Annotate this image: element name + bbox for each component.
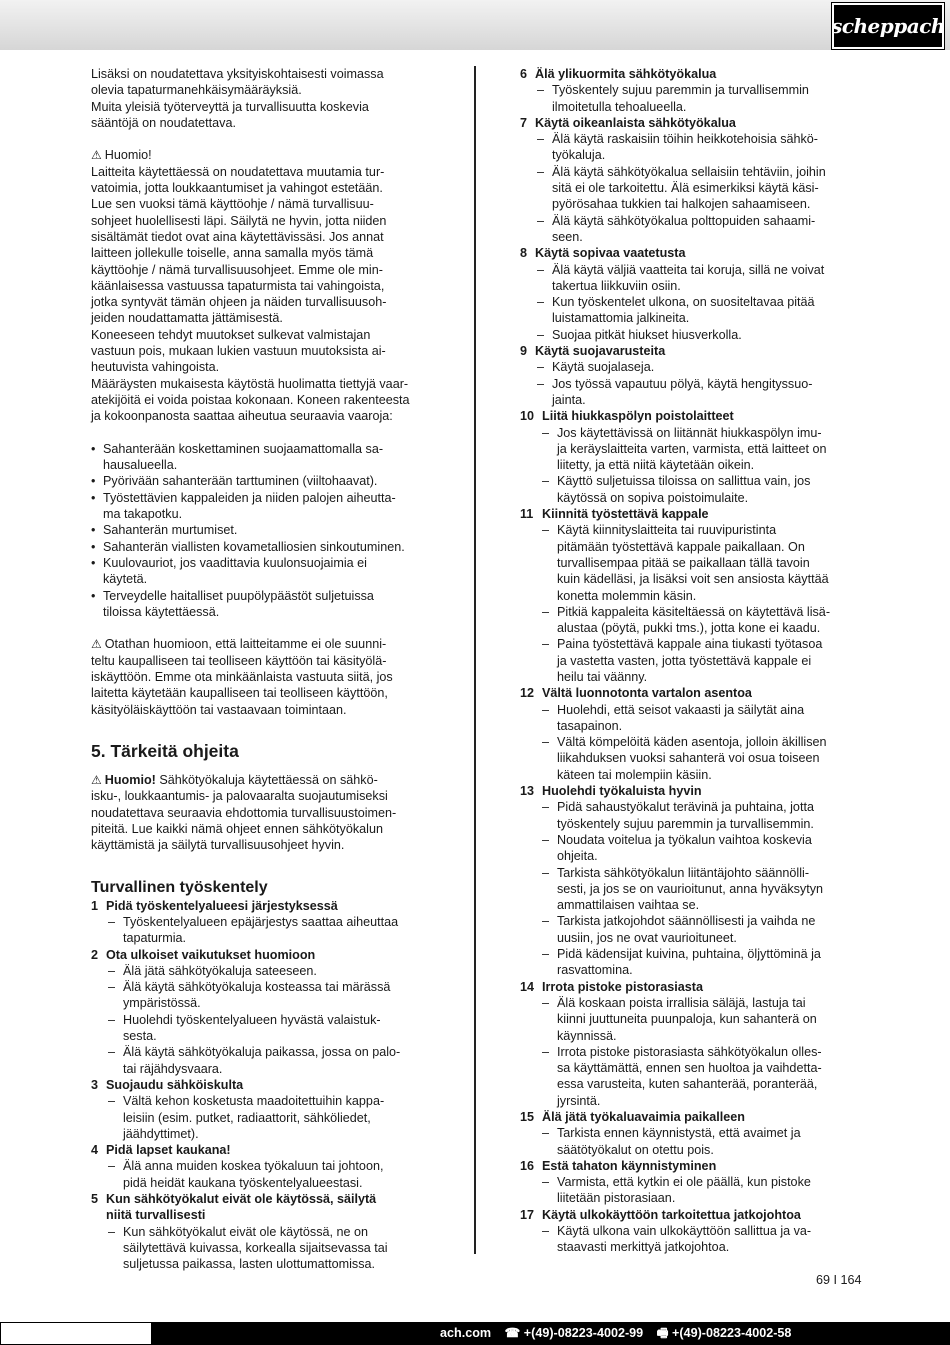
safety-item-title: [520, 1207, 865, 1223]
instruction-line: jäähdyttimet).: [123, 1126, 199, 1141]
instruction-line: – Kun sähkötyökalut eivät ole käytössä, ne on: [123, 1224, 369, 1239]
instruction-line: – Älä käytä sähkötyökaluja kosteassa tai märässä: [123, 980, 391, 995]
safety-instruction: [520, 164, 865, 213]
instruction-line: ja vastetta vasten, jotta työstettävä kappale ei: [557, 653, 812, 668]
safety-instruction: [520, 799, 865, 832]
hazard-line: käytetä.: [103, 572, 148, 587]
hazard-list: [91, 441, 431, 620]
safety-item-title-text: Älä jätä työkaluavaimia paikalleen: [542, 1110, 746, 1124]
safety-item-title-text: Käytä ulkokäyttöön tarkoitettua jatkojohtoa: [542, 1207, 801, 1222]
instruction-line: säilytettävä kuivassa, korkealla sijaitsevassa tai: [123, 1240, 388, 1255]
safety-item-title: [91, 947, 431, 963]
instruction-line: essa varusteita, kuten sahanterää, poranterää,: [557, 1077, 818, 1092]
note-line: jotka syntyvät tämän ohjeen ja näiden turvallisuusoh-: [91, 295, 387, 310]
safety-item-title-text: Kiinnitä työstettävä kappale: [542, 507, 709, 522]
instruction-line: liitetty, ja että niitä käytetään oikein.: [557, 458, 755, 473]
important-first-line: [91, 772, 431, 788]
notice-paragraph: [91, 636, 431, 717]
safety-instruction: [520, 522, 865, 603]
instruction-line: – Huolehdi työskentelyalueen hyvästä valaistuk-: [123, 1012, 381, 1027]
safety-instruction: [520, 913, 865, 946]
notice-line: iskäyttöön. Emme ota minkäänlaista vastuuta siitä, jos: [91, 669, 393, 684]
instruction-line: pyörösahaa tukkien tai halkojen sahaamiseen.: [552, 197, 811, 212]
safety-instruction: [520, 865, 865, 914]
safety-item-title: [91, 1207, 431, 1223]
instruction-line: leisiin (esim. putket, radiaattorit, sähköliedet,: [123, 1110, 371, 1125]
instruction-line: säätötyökalut on otettu pois.: [557, 1142, 714, 1157]
instruction-line: jainta.: [552, 392, 586, 407]
important-line: piteitä. Lue kaikki nämä ohjeet ennen sähkötyökalun: [91, 822, 383, 837]
safety-item: [91, 1142, 431, 1191]
instruction-line: – Huolehdi, että seisot vakaasti ja säilytät aina: [557, 702, 805, 717]
safety-item-number: 4: [91, 1143, 99, 1158]
instruction-line: – Työskentely sujuu paremmin ja turvallisemmin: [552, 83, 809, 98]
instruction-line: työskentely sujuu paremmin ja turvallisemmin.: [557, 816, 814, 831]
safety-item-title-text: Irrota pistoke pistorasiasta: [542, 979, 703, 994]
safety-instruction: [520, 1044, 865, 1109]
safety-item-title-text: Estä tahaton käynnistyminen: [542, 1158, 717, 1173]
notice-line: laitetta käytetään kaupalliseen tai teolliseen käyttöön,: [91, 686, 388, 701]
safety-item-title: [520, 506, 865, 522]
safety-instruction: [520, 946, 865, 979]
safety-item-title: [520, 979, 865, 995]
hazard-item: [91, 555, 431, 588]
intro-line: olevia tapaturmanehkäisymääräyksiä.: [91, 83, 302, 98]
instruction-line: konetta molemmin käsin.: [557, 588, 697, 603]
instruction-line: luistamattomia jalkineita.: [552, 311, 690, 326]
instruction-line: sesti, ja jos se on vaurioitunut, anna hyväksytyn: [557, 881, 824, 896]
instruction-line: rasvattomina.: [557, 963, 633, 978]
safety-instruction: [520, 1174, 865, 1207]
hazard-line: hausalueella.: [103, 458, 178, 473]
instruction-line: – Jos käytettävissä on liitännät hiukkaspölyn imu-: [557, 425, 822, 440]
hazard-item: [91, 539, 431, 555]
hazard-line: • Sahanterän murtumiset.: [103, 523, 238, 538]
instruction-line: – Älä käytä raskaisiin töihin heikkotehoisia sähkö-: [552, 132, 819, 147]
safety-instruction: [520, 327, 865, 343]
instruction-line: – Älä käytä sähkötyökaluja paikassa, jossa on palo-: [123, 1045, 401, 1060]
note-line: vastuun pois, mukaan lukien vastuun muutoksista ai-: [91, 344, 386, 359]
footer-blank-box: [0, 1322, 152, 1345]
hazard-line: tiloissa käytettäessä.: [103, 604, 220, 619]
instruction-line: turvallisempaa pitää se paikallaan tällä tavoin: [557, 555, 810, 570]
note-line: Lue sen vuoksi tämä käyttöohje / nämä turvallisuu-: [91, 197, 374, 212]
instruction-line: pitämään työstettävä kappale paikallaan. On: [557, 539, 805, 554]
safety-item-title: [91, 1191, 431, 1207]
safety-item-title: [520, 685, 865, 701]
safety-item-title: [520, 783, 865, 799]
safety-instruction: [520, 359, 865, 375]
instruction-line: staavasti merkittyä jatkojohtoa.: [557, 1240, 730, 1255]
safety-item-title-text: Huolehdi työkaluista hyvin: [542, 784, 702, 799]
instruction-line: – Älä käytä väljiä vaatteita tai koruja, sillä ne voivat: [552, 262, 825, 277]
safety-item-number: 17: [520, 1207, 535, 1222]
warning-icon: ⚠: [91, 773, 102, 788]
important-paragraph: [91, 772, 431, 853]
note-line: vatoimia, jotta loukkaantumiset ja vahingot estetään.: [91, 181, 383, 196]
important-line: Sähkötyökaluja käytettäessä on sähkö-: [155, 773, 378, 788]
intro-line: Muita yleisiä työterveyttä ja turvallisuutta koskevia: [91, 99, 369, 114]
safety-item-title-text: Suojaudu sähköiskulta: [106, 1077, 244, 1092]
instruction-line: uusiin, jos ne ovat vaurioituneet.: [557, 930, 737, 945]
safety-instruction: [520, 636, 865, 685]
safety-item: [520, 1158, 865, 1207]
instruction-line: – Älä käytä sähkötyökalua sellaisiin tehtäviin, joihin: [552, 164, 826, 179]
safety-item: [520, 506, 865, 685]
notice-line: teltu kaupalliseen tai teolliseen käyttöön tai käsityölä-: [91, 653, 387, 668]
instruction-line: – Kun työskentelet ulkona, on suositeltavaa pitää: [552, 295, 815, 310]
safety-item-number: [91, 1207, 106, 1223]
instruction-line: – Tarkista ennen käynnistystä, että avaimet ja: [557, 1126, 801, 1141]
safety-instruction: [91, 1224, 431, 1273]
safety-item: [520, 115, 865, 245]
instruction-line: sa käyttämättä, ennen sen huoltoa ja vaihdetta-: [557, 1061, 822, 1076]
hazard-line: • Työstettävien kappaleiden ja niiden palojen aiheutta-: [103, 490, 396, 505]
important-line: noudatettava seuraavia ehdottomia turvallisuustoimen-: [91, 805, 397, 820]
safety-instruction: [520, 294, 865, 327]
hazard-line: ma takapotku.: [103, 507, 183, 522]
left-column: [91, 66, 431, 1272]
warning-icon: ⚠: [91, 637, 102, 652]
safety-instruction: [520, 473, 865, 506]
safety-instruction: [520, 262, 865, 295]
safety-item: [91, 1191, 431, 1272]
safety-item-title-text: Käytä suojavarusteita: [535, 344, 666, 359]
instruction-line: tapaturmia.: [123, 931, 186, 946]
safety-item-title-text: Pidä lapset kaukana!: [106, 1143, 231, 1158]
safety-item-title: [91, 1142, 431, 1158]
instruction-line: käteen tai molempiin käsiin.: [557, 767, 712, 782]
note-line: Määräysten mukaisesta käytöstä huolimatta tiettyjä vaar-: [91, 376, 409, 391]
note-line: Koneeseen tehdyt muutokset sulkevat valmistajan: [91, 327, 371, 342]
notice-first-line: [91, 636, 431, 652]
safety-item-title-text: Kun sähkötyökalut eivät ole käytössä, säilytä: [106, 1192, 377, 1206]
instruction-line: heilu tai väänny.: [557, 669, 648, 684]
safety-item-title-text: Ota ulkoiset vaikutukset huomioon: [106, 947, 316, 962]
safety-instruction: [91, 1044, 431, 1077]
instruction-line: – Varmista, että kytkin ei ole päällä, kun pistoke: [557, 1175, 811, 1190]
instruction-line: pidä heidät kaukana työskentelyalueestasi.: [123, 1175, 363, 1190]
instruction-line: – Irrota pistoke pistorasiasta sähkötyökalun olles-: [557, 1044, 822, 1059]
safety-item-number: 9: [520, 344, 528, 359]
safety-item: [520, 343, 865, 408]
instruction-line: tasapainon.: [557, 718, 623, 733]
safety-instruction: [520, 82, 865, 115]
safety-instruction: [520, 702, 865, 735]
note-label: Huomio!: [104, 148, 152, 163]
hazard-line: • Sahanterään koskettaminen suojaamattomalla sa-: [103, 441, 384, 456]
brand-logo: scheppach: [832, 3, 944, 49]
note-line: laitteen jollekulle toiselle, anna samalla myös tämä: [91, 246, 374, 261]
important-label: Huomio!: [104, 773, 156, 788]
instruction-line: – Tarkista jatkojohdot säännöllisesti ja vaihda ne: [557, 914, 816, 929]
note-line: käyttöohje / nämä turvallisuusohjeet. Emme ole min-: [91, 262, 383, 277]
hazard-item: [91, 490, 431, 523]
safety-item-title: [91, 898, 431, 914]
hazard-item: [91, 588, 431, 621]
safety-item: [520, 66, 865, 115]
instruction-line: – Älä anna muiden koskea työkaluun tai johtoon,: [123, 1159, 384, 1174]
safety-item-number: 6: [520, 67, 528, 81]
safety-instruction: [91, 914, 431, 947]
note-line: sohjeet huolellisesti läpi. Säilytä ne hyvin, jotta niiden: [91, 213, 387, 228]
safety-instruction: [520, 131, 865, 164]
safety-item: [520, 783, 865, 979]
instruction-line: – Työskentelyalueen epäjärjestys saattaa aiheuttaa: [123, 914, 399, 929]
warning-icon: ⚠: [91, 148, 102, 163]
instruction-line: – Älä jätä sähkötyökaluja sateeseen.: [123, 963, 317, 978]
instruction-line: – Noudata voitelua ja työkalun vaihtoa koskevia: [557, 832, 812, 847]
notice-line: Otathan huomioon, että laitteitamme ei ole suunni-: [104, 637, 387, 652]
safety-item-number: 1: [91, 898, 99, 913]
instruction-line: takertua liikkuviin osiin.: [552, 278, 681, 293]
intro-line: Lisäksi on noudatettava yksityiskohtaisesti voimassa: [91, 67, 384, 81]
instruction-line: käynnissä.: [557, 1028, 617, 1043]
instruction-line: – Älä koskaan poista irrallisia säläjä, lastuja tai: [557, 995, 806, 1010]
instruction-line: – Pidä kädensijat kuivina, puhtaina, öljyttöminä ja: [557, 947, 821, 962]
footer-fax: 🖷 +(49)-08223-4002-58: [656, 1326, 792, 1340]
header-bar: [0, 0, 950, 50]
safety-instruction: [520, 1223, 865, 1256]
note-line: sisältämät tiedot ovat aina käytettävissäsi. Jos annat: [91, 229, 384, 244]
safety-instruction: [520, 995, 865, 1044]
instruction-line: suljetussa paikassa, lasten ulottumattomissa.: [123, 1257, 375, 1272]
intro-paragraph: [91, 66, 431, 131]
safety-item-number: 5: [91, 1192, 99, 1206]
instruction-line: jyrsintä.: [557, 1093, 601, 1108]
safety-item: [520, 1207, 865, 1256]
safety-item-number: 8: [520, 246, 528, 261]
safety-item-title: [520, 1158, 865, 1174]
right-column: [520, 66, 865, 1256]
instruction-line: – Paina työstettävä kappale aina tiukasti työtasoa: [557, 637, 823, 652]
instruction-line: kiinni juuttuneita puunpaloja, kun sahanterä on: [557, 1012, 817, 1027]
safety-item-title-text: Käytä sopivaa vaatetusta: [535, 246, 686, 261]
footer-web[interactable]: ach.com: [440, 1326, 492, 1340]
safety-item: [520, 1109, 865, 1158]
footer-contact: [440, 1325, 801, 1341]
safety-item: [520, 685, 865, 783]
note-line: käänlaisessa vastuussa tapaturmista tai vahingoista,: [91, 278, 385, 293]
subsection-title: Turvallinen työskentely: [91, 878, 268, 896]
notice-line: käsityöläiskäyttöön tai vastaavaan toimintaan.: [91, 702, 347, 717]
intro-line: sääntöjä on noudatettava.: [91, 115, 236, 130]
hazard-item: [91, 522, 431, 538]
safety-item-number: 12: [520, 686, 535, 701]
hazard-line: • Pyörivään sahanterään tarttuminen (viiltohaavat).: [103, 474, 378, 489]
important-line: isku-, loukkaantumis- ja palovaaralta suojautumiseksi: [91, 789, 388, 804]
instruction-line: – Käyttö suljetuissa tiloissa on sallittua vain, jos: [557, 474, 811, 489]
safety-instruction: [520, 425, 865, 474]
instruction-line: ammattilaisen vaihtaa se.: [557, 898, 700, 913]
instruction-line: ja keräyslaitteita varten, varmista, että laitteet on: [557, 441, 827, 456]
safety-item-number: 15: [520, 1110, 535, 1124]
instruction-line: liikahduksen vuoksi sahanterä voi osua toiseen: [557, 751, 820, 766]
safety-item-title: [520, 66, 865, 82]
safety-item-number: 11: [520, 507, 534, 522]
safety-item-number: 13: [520, 784, 535, 799]
safety-item-title-text: niitä turvallisesti: [106, 1208, 206, 1223]
instruction-line: ympäristössä.: [123, 996, 201, 1011]
safety-instruction: [91, 979, 431, 1012]
hazard-item: [91, 473, 431, 489]
safety-item: [520, 408, 865, 506]
note-line: Laitteita käytettäessä on noudatettava muutamia tur-: [91, 164, 385, 179]
note-line: jeiden noudattamatta jättämisestä.: [91, 311, 283, 326]
note-paragraph: [91, 147, 431, 424]
instruction-line: kuin kädelläsi, ja lisäksi voit sen ansiosta käyttää: [557, 572, 829, 587]
safety-item-title: [520, 115, 865, 131]
safety-instruction: [91, 963, 431, 979]
instruction-line: – Vältä kehon kosketusta maadoitettuihin kappa-: [123, 1094, 385, 1109]
safety-item: [520, 245, 865, 343]
safety-item-title: [520, 408, 865, 424]
instruction-line: – Jos työssä vapautuu pölyä, käytä hengityssuo-: [552, 376, 813, 391]
safety-item-title: [520, 343, 865, 359]
instruction-line: ohjeita.: [557, 849, 598, 864]
safety-instruction: [520, 832, 865, 865]
safety-item-title-text: Liitä hiukkaspölyn poistolaitteet: [542, 409, 734, 424]
safety-instruction: [520, 734, 865, 783]
hazard-line: • Sahanterän viallisten kovametalliosien sinkoutuminen.: [103, 539, 405, 554]
page-number: 69 I 164: [816, 1273, 862, 1287]
footer-bar: [0, 1322, 950, 1345]
column-divider: [474, 66, 476, 1254]
instruction-line: – Tarkista sähkötyökalun liitäntäjohto säännölli-: [557, 865, 810, 880]
important-line: käyttämistä ja säilytä turvallisuusohjeet hyvin.: [91, 838, 345, 853]
instruction-line: seen.: [552, 229, 583, 244]
safety-item-number: 14: [520, 979, 535, 994]
safety-item-number: 10: [520, 409, 535, 424]
safety-item-title-text: Vältä luonnotonta vartalon asentoa: [542, 686, 752, 701]
safety-item-number: 3: [91, 1077, 99, 1092]
footer-phone: ☎ +(49)-08223-4002-99: [504, 1326, 644, 1340]
safety-item: [91, 1077, 431, 1142]
safety-item-title-text: Älä ylikuormita sähkötyökalua: [535, 67, 717, 81]
hazard-item: [91, 441, 431, 474]
hazard-line: • Kuulovauriot, jos vaadittavia kuulonsuojaimia ei: [103, 555, 367, 570]
safety-item-title: [91, 1077, 431, 1093]
instruction-line: – Pitkiä kappaleita käsiteltäessä on käytettävä lisä-: [557, 604, 831, 619]
hazard-line: • Terveydelle haitalliset puupölypäästöt suljetuissa: [103, 588, 374, 603]
instruction-line: – Pidä sahaustyökalut terävinä ja puhtaina, jotta: [557, 800, 814, 815]
instruction-line: käytössä on sopiva poistoimulaite.: [557, 490, 749, 505]
safety-instruction: [91, 1093, 431, 1142]
note-line: heutuvista vahingoista.: [91, 360, 220, 375]
instruction-line: liitetään pistorasiaan.: [557, 1191, 676, 1206]
instruction-line: ilmoitetulla tehoalueella.: [552, 99, 687, 114]
instruction-line: – Käytä kiinnityslaitteita tai ruuvipuristinta: [557, 523, 777, 538]
safety-instruction: [91, 1012, 431, 1045]
safety-instruction: [520, 604, 865, 637]
section-title: 5. Tärkeitä ohjeita: [91, 741, 239, 762]
safety-item: [91, 947, 431, 1077]
instruction-line: – Suojaa pitkät hiukset hiusverkolla.: [552, 327, 742, 342]
note-line: atekijöitä ei voida poistaa kokonaan. Koneen rakenteesta: [91, 392, 410, 407]
instruction-line: – Käytä ulkona vain ulkokäyttöön sallittua ja va-: [557, 1224, 812, 1239]
instruction-line: sitä ei ole tarkoitettu. Älä esimerkiksi käytä käsi-: [552, 181, 819, 196]
safety-instruction: [520, 213, 865, 246]
safety-item-number: 2: [91, 947, 99, 962]
safety-instruction: [520, 1125, 865, 1158]
instruction-line: työkaluja.: [552, 148, 606, 163]
safety-item-number: 16: [520, 1158, 535, 1173]
instruction-line: sesta.: [123, 1029, 157, 1044]
safety-item-title-text: Pidä työskentelyalueesi järjestyksessä: [106, 898, 338, 913]
safety-instruction: [91, 1158, 431, 1191]
safety-items-left: [91, 898, 431, 1273]
instruction-line: tai räjähdysvaara.: [123, 1061, 223, 1076]
safety-item-number: 7: [520, 115, 528, 130]
safety-item-title: [520, 245, 865, 261]
instruction-line: – Käytä suojalaseja.: [552, 360, 655, 375]
safety-item: [520, 979, 865, 1109]
safety-item: [91, 898, 431, 947]
safety-instruction: [520, 376, 865, 409]
note-line: ja kokoonpanosta saattaa aiheutua seuraavia vaaroja:: [91, 409, 393, 424]
instruction-line: alustaa (pöytä, pukki tms.), jotta kone ei kaadu.: [557, 621, 821, 636]
instruction-line: – Vältä kömpelöitä käden asentoja, jolloin äkillisen: [557, 735, 827, 750]
safety-item-title: [520, 1109, 865, 1125]
safety-item-title-text: Käytä oikeanlaista sähkötyökalua: [535, 115, 736, 130]
instruction-line: – Älä käytä sähkötyökalua polttopuiden sahaami-: [552, 213, 816, 228]
